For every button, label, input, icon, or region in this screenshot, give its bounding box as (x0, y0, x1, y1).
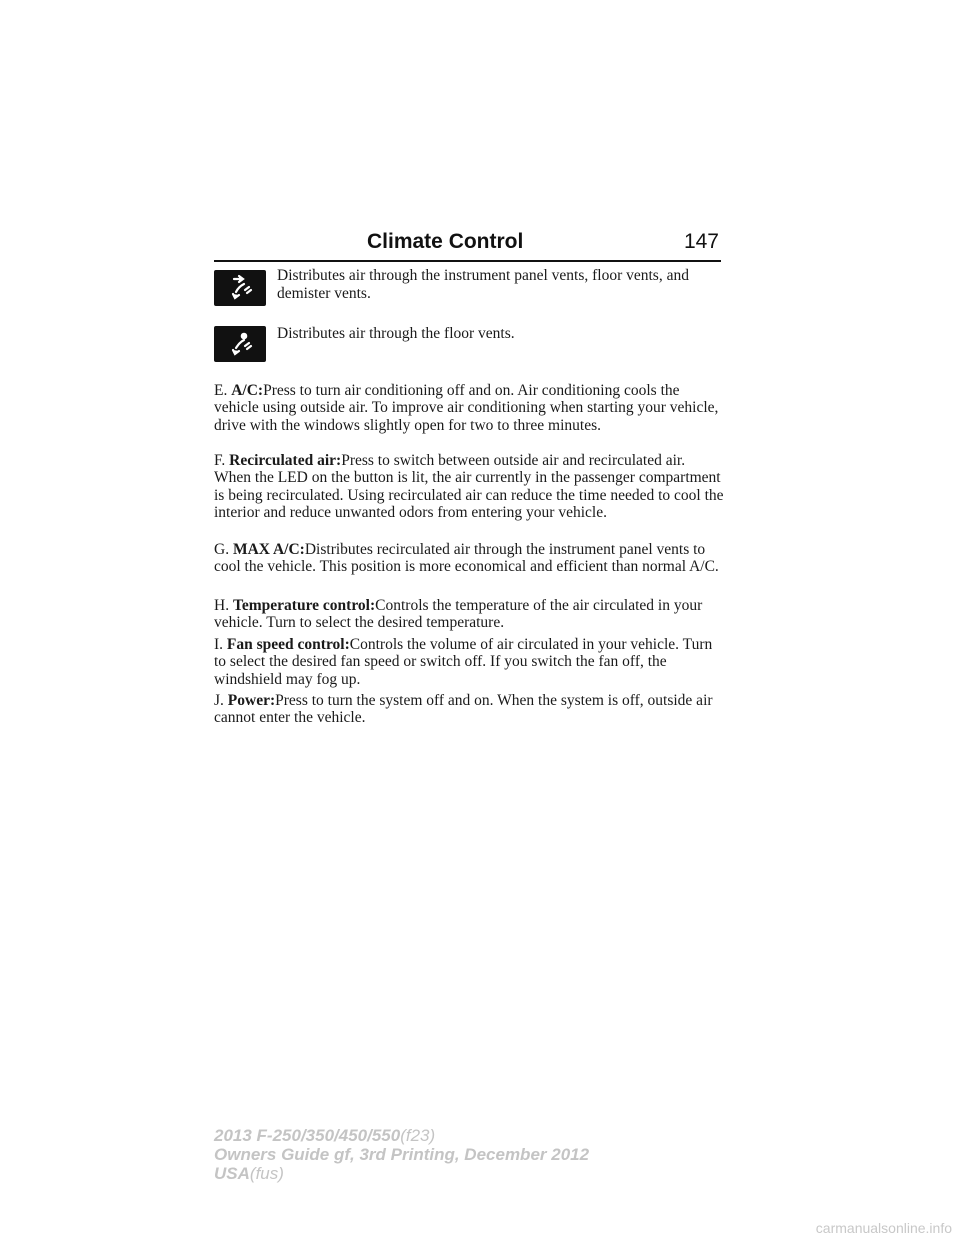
footer-market-line (214, 1164, 589, 1183)
item-letter: E. (214, 382, 228, 399)
footer-model-line (214, 1126, 589, 1145)
item-letter: G. (214, 541, 230, 558)
footer-market: USA (214, 1164, 250, 1183)
watermark-text: carmanualsonline.info (815, 1220, 952, 1236)
item-text: Distributes recirculated air through the instrument panel vents to cool the vehicle. This position is more economical and efficient than normal A/C. (214, 541, 719, 576)
item-letter: I. (214, 636, 224, 653)
item-letter: J. (214, 692, 224, 709)
page-header (214, 226, 721, 262)
paragraph-i (214, 636, 724, 688)
item-text: Controls the temperature of the air circulated in your vehicle. Turn to select the desired temperature. (214, 597, 703, 632)
paragraph-h (214, 597, 724, 632)
item-text: Controls the volume of air circulated in your vehicle. Turn to select the desired fan speed or switch off. If you switch the fan off, the windshield may fog up. (214, 636, 713, 688)
item-letter: H. (214, 597, 230, 614)
paragraph-e (214, 382, 724, 434)
floor-vent-icon (214, 326, 266, 362)
item-text: Press to turn the system off and on. When the system is off, outside air cannot enter the vehicle. (214, 692, 713, 727)
item-term: Recirculated air: (229, 452, 342, 469)
panel-floor-defrost-icon (214, 270, 266, 306)
footer-edition: Owners Guide gf, 3rd Printing, December 2012 (214, 1145, 590, 1164)
item-term: Temperature control: (232, 597, 376, 614)
icon-description: Distributes air through the instrument panel vents, floor vents, and demister vents. (277, 267, 689, 302)
document-footer (214, 1126, 589, 1183)
item-letter: F. (214, 452, 226, 469)
item-term: Fan speed control: (226, 636, 350, 653)
paragraph-j (214, 692, 724, 727)
page-number: 147 (683, 230, 719, 253)
footer-market-code: (fus) (249, 1164, 284, 1183)
item-term: A/C: (231, 382, 264, 399)
footer-model: 2013 F-250/350/450/550 (214, 1126, 401, 1145)
section-title: Climate Control (367, 230, 524, 253)
item-term: MAX A/C: (232, 541, 305, 558)
item-term: Power: (227, 692, 276, 709)
item-text: Press to turn air conditioning off and on. Air conditioning cools the vehicle using outside air. To improve air conditioning when starting your vehicle, drive with the windows slightly open for two to three minutes. (214, 382, 719, 434)
paragraph-f (214, 452, 724, 522)
icon-description: Distributes air through the floor vents. (277, 325, 515, 342)
footer-edition-line (214, 1145, 589, 1164)
paragraph-g (214, 541, 724, 576)
item-text: Press to switch between outside air and recirculated air. When the LED on the button is lit, the air currently in the passenger compartment is being recirculated. Using recirculated air can reduce the time needed to cool the interior and reduce unwanted odors from entering your vehicle. (214, 452, 724, 522)
footer-model-code: (f23) (400, 1126, 436, 1145)
